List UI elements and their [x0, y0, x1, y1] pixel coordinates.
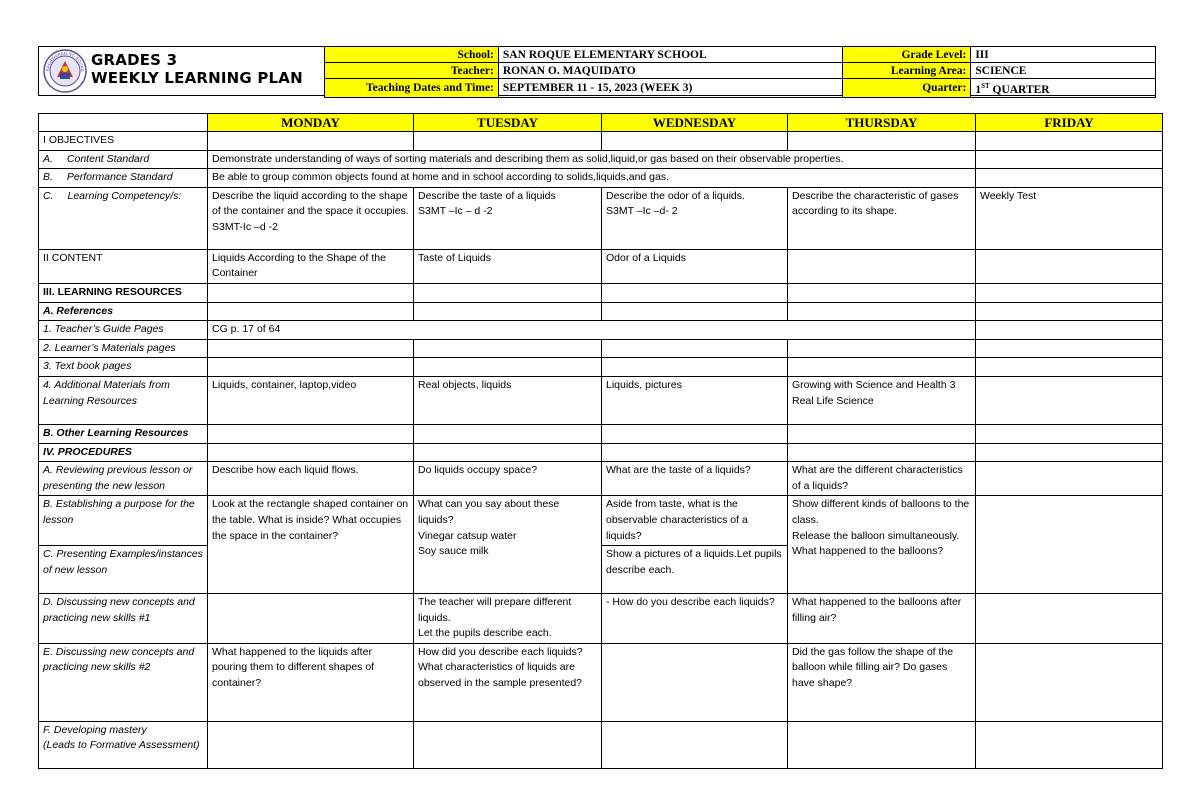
- competency-friday: Weekly Test: [976, 187, 1163, 249]
- quarter-suffix: ST: [981, 82, 990, 90]
- additional-wednesday: Liquids, pictures: [602, 376, 788, 424]
- quarter-text: QUARTER: [989, 83, 1050, 96]
- presenting-wednesday: Show a pictures of a liquids.Let pupils describe each.: [602, 546, 788, 594]
- deped-seal-icon: [43, 49, 87, 93]
- learning-area-label: Learning Area:: [843, 63, 971, 79]
- review-monday: Describe how each liquid flows.: [208, 462, 414, 496]
- discuss-1-wednesday: - How do you describe each liquids?: [602, 594, 788, 644]
- performance-standard-label: B. Performance Standard: [39, 169, 208, 188]
- additional-monday: Liquids, container, laptop,video: [208, 376, 414, 424]
- day-header-row: [39, 114, 1163, 132]
- mastery-label: F. Developing mastery (Leads to Formative Assessment): [39, 721, 208, 768]
- quarter-label: Quarter:: [843, 79, 971, 98]
- table-row: [39, 376, 1163, 424]
- review-thursday: What are the different characteristics of a liquids?: [788, 462, 976, 496]
- grade-level-value: III: [971, 47, 1156, 63]
- content-wednesday: Odor of a Liquids: [602, 249, 788, 283]
- content-tuesday: Taste of Liquids: [414, 249, 602, 283]
- discuss-1-label: D. Discussing new concepts and practicing new skills #1: [39, 594, 208, 644]
- teachers-guide-label: 1. Teacher’s Guide Pages: [39, 321, 208, 340]
- additional-thursday: Growing with Science and Health 3 Real Life Science: [788, 376, 976, 424]
- learning-area-value: SCIENCE: [971, 63, 1156, 79]
- competency-monday: Describe the liquid according to the shape of the container and the space it occupies. S3MT-Ic –d -2: [208, 187, 414, 249]
- school-label: School:: [325, 47, 499, 63]
- performance-standard-text: Be able to group common objects found at home and in school according to solids,liquids,and gas.: [208, 169, 976, 188]
- review-wednesday: What are the taste of a liquids?: [602, 462, 788, 496]
- purpose-tuesday: What can you say about these liquids? Vinegar catsup water Soy sauce milk: [414, 496, 602, 594]
- day-tuesday: TUESDAY: [414, 114, 602, 132]
- competency-thursday: Describe the characteristic of gases according to its shape.: [788, 187, 976, 249]
- table-row: [39, 150, 1163, 169]
- table-row: [39, 443, 1163, 462]
- grade-level-label: Grade Level:: [843, 47, 971, 63]
- objectives-label: I OBJECTIVES: [39, 132, 208, 151]
- day-monday: MONDAY: [208, 114, 414, 132]
- purpose-wednesday: Aside from taste, what is the observable characteristics of a liquids?: [602, 496, 788, 546]
- discuss-1-tuesday: The teacher will prepare different liquids. Let the pupils describe each.: [414, 594, 602, 644]
- references-label: A. References: [39, 302, 208, 321]
- blank-header-cell: [39, 114, 208, 132]
- resources-label: III. LEARNING RESOURCES: [39, 283, 208, 302]
- content-standard-label: A. Content Standard: [39, 150, 208, 169]
- table-row: [39, 339, 1163, 358]
- header-title-block: [39, 47, 331, 95]
- procedures-label: IV. PROCEDURES: [39, 443, 208, 462]
- table-row: [39, 283, 1163, 302]
- teachers-guide-monday: CG p. 17 of 64: [208, 321, 976, 340]
- purpose-monday: Look at the rectangle shaped container on the table. What is inside? What occupies the space in the container?: [208, 496, 414, 594]
- teaching-dates-label: Teaching Dates and Time:: [325, 79, 499, 98]
- teacher-value: RONAN O. MAQUIDATO: [498, 63, 843, 79]
- school-value: SAN ROQUE ELEMENTARY SCHOOL: [498, 47, 843, 63]
- competency-label: C. Learning Competency/s:: [39, 187, 208, 249]
- teacher-label: Teacher:: [325, 63, 499, 79]
- table-row: [39, 424, 1163, 443]
- quarter-number: 1: [975, 83, 982, 96]
- additional-materials-label: 4. Additional Materials from Learning Resources: [39, 376, 208, 424]
- table-row: [39, 302, 1163, 321]
- presenting-label: C. Presenting Examples/instances of new lesson: [39, 546, 208, 594]
- weekly-plan-table: [38, 113, 1163, 769]
- content-standard-text: Demonstrate understanding of ways of sorting materials and describing them as solid,liquid,or gas based on their observable properties.: [208, 150, 976, 169]
- table-row: [39, 496, 1163, 546]
- table-row: [39, 358, 1163, 377]
- discuss-2-tuesday: How did you describe each liquids? What characteristics of liquids are observed in the sample presented?: [414, 643, 602, 721]
- table-row: [39, 721, 1163, 768]
- table-row: [39, 594, 1163, 644]
- review-tuesday: Do liquids occupy space?: [414, 462, 602, 496]
- other-resources-label: B. Other Learning Resources: [39, 424, 208, 443]
- review-label: A. Reviewing previous lesson or presenting the new lesson: [39, 462, 208, 496]
- content-monday: Liquids According to the Shape of the Container: [208, 249, 414, 283]
- seal-text: KAGAWARAN NG EDUKA: [44, 50, 86, 72]
- table-row: [39, 187, 1163, 249]
- day-thursday: THURSDAY: [788, 114, 976, 132]
- purpose-thursday: Show different kinds of balloons to the class. Release the balloon simultaneously. What happened to the balloons?: [788, 496, 976, 594]
- content-label: II CONTENT: [39, 249, 208, 283]
- table-row: [39, 249, 1163, 283]
- table-row: [39, 321, 1163, 340]
- table-row: [39, 462, 1163, 496]
- competency-tuesday: Describe the taste of a liquids S3MT –Ic – d -2: [414, 187, 602, 249]
- learners-materials-label: 2. Learner’s Materials pages: [39, 339, 208, 358]
- day-friday: FRIDAY: [976, 114, 1163, 132]
- title-line-2: WEEKLY LEARNING PLAN: [91, 69, 303, 87]
- day-wednesday: WEDNESDAY: [602, 114, 788, 132]
- table-row: [39, 169, 1163, 188]
- purpose-label: B. Establishing a purpose for the lesson: [39, 496, 208, 546]
- additional-tuesday: Real objects, liquids: [414, 376, 602, 424]
- info-table: [324, 46, 1156, 98]
- discuss-2-thursday: Did the gas follow the shape of the balloon while filling air? Do gases have shape?: [788, 643, 976, 721]
- competency-wednesday: Describe the odor of a liquids. S3MT –Ic –d- 2: [602, 187, 788, 249]
- discuss-1-thursday: What happened to the balloons after filling air?: [788, 594, 976, 644]
- textbook-label: 3. Text book pages: [39, 358, 208, 377]
- teaching-dates-value: SEPTEMBER 11 - 15, 2023 (WEEK 3): [498, 79, 843, 98]
- plan-title: [91, 51, 303, 87]
- table-row: [39, 132, 1163, 151]
- discuss-2-monday: What happened to the liquids after pouring them to different shapes of container?: [208, 643, 414, 721]
- table-row: [39, 643, 1163, 721]
- quarter-value: [971, 79, 1156, 98]
- title-line-1: GRADES 3: [91, 51, 178, 69]
- discuss-2-label: E. Discussing new concepts and practicing new skills #2: [39, 643, 208, 721]
